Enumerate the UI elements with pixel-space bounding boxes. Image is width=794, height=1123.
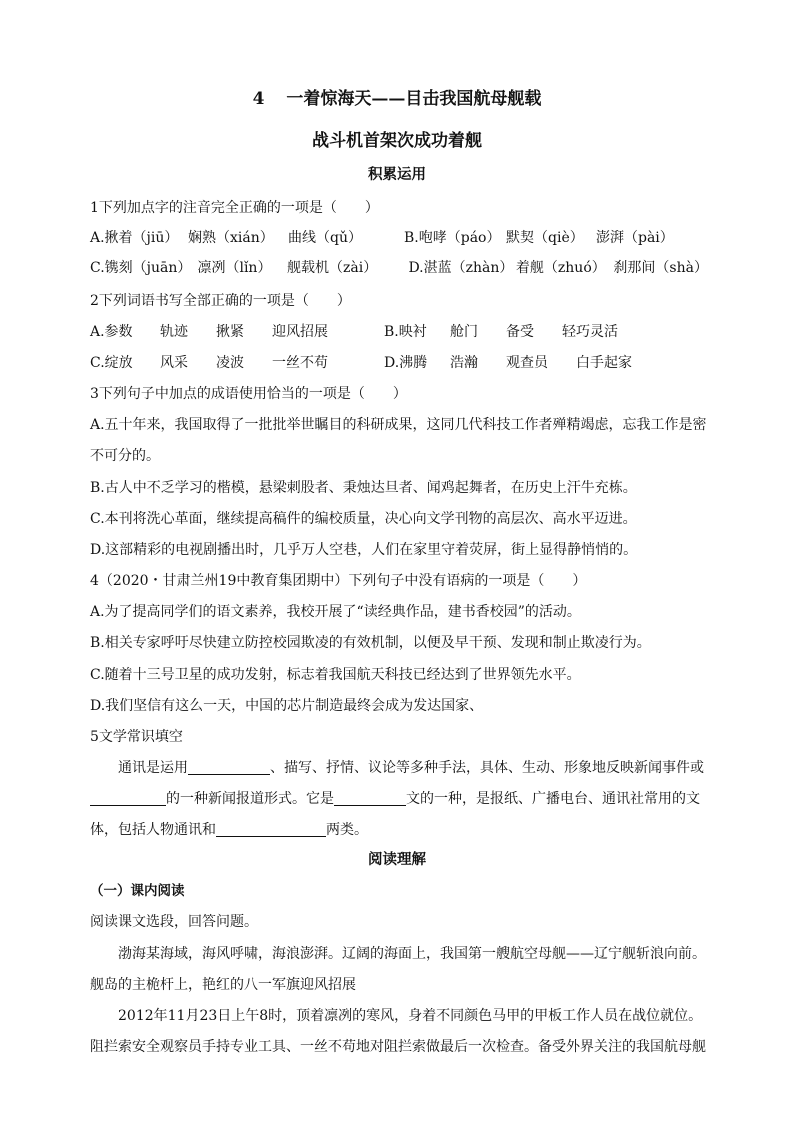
q4-option-a: A.为了提高同学们的语文素养，我校开展了“读经典作品，建书香校园”的活动。 — [90, 604, 581, 620]
q5-text-3: 的一种新闻报道形式。它是 — [166, 791, 334, 807]
q1-option-b-word-3: 澎湃（pài） — [596, 230, 674, 246]
q2-option-d-word-2: 浩瀚 — [450, 355, 478, 371]
q2-option-d-word-4: 白手起家 — [576, 355, 632, 371]
page-title — [0, 88, 794, 110]
q1-option-a-word-2: 娴熟（xián） — [188, 230, 274, 246]
q2-option-a-word-4: 迎风招展 — [272, 324, 328, 340]
q5-line-1 — [118, 758, 708, 778]
q5-blank-2[interactable] — [90, 790, 166, 806]
q5-blank-1[interactable] — [188, 759, 270, 775]
q1-option-a-word-3: 曲线（qǔ） — [288, 230, 362, 246]
q1-stem: 1下列加点字的注音完全正确的一项是（ ） — [90, 200, 379, 216]
q2-option-b-word-4: 轻巧灵活 — [562, 324, 618, 340]
q5-text-2: 、描写、抒情、议论等多种手法，具体、生动、形象地反映新闻事件或 — [270, 760, 704, 776]
section-heading-reading: 阅读理解 — [368, 851, 426, 868]
q5-text-5: 体，包括人物通讯和 — [90, 822, 216, 838]
reading-paragraph-2-line-1: 2012年11月23日上午8时，顶着凛冽的寒风，身着不同颜色马甲的甲板工作人员在战位就位。 — [118, 1008, 703, 1024]
q3-stem: 3下列句子中加点的成语使用恰当的一项是（ ） — [90, 386, 407, 402]
q2-option-d-word-3: 观查员 — [506, 355, 548, 371]
q1-options-row-1 — [90, 228, 708, 248]
q1-options-row-2 — [90, 258, 708, 278]
lesson-number: 4 — [252, 89, 265, 109]
q3-option-b: B.古人中不乏学习的楷模，悬梁刺股者、秉烛达旦者、闻鸡起舞者，在历史上汗牛充栋。 — [90, 480, 637, 496]
q2-option-a-word-2: 轨迹 — [160, 324, 188, 340]
q5-stem: 5文学常识填空 — [90, 729, 183, 745]
q5-blank-4[interactable] — [216, 821, 326, 837]
q5-text-1: 通讯是运用 — [118, 760, 188, 776]
q1-option-b: B.咆哮（páo） — [404, 230, 501, 246]
q2-option-b-word-2: 舱门 — [450, 324, 478, 340]
q2-option-c-word-4: 一丝不苟 — [272, 355, 328, 371]
q5-text-6: 两类。 — [326, 822, 368, 838]
q2-stem: 2下列词语书写全部正确的一项是（ ） — [90, 293, 351, 309]
q4-option-d: D.我们坚信有这么一天，中国的芯片制造最终会成为发达国家、 — [90, 698, 484, 714]
q3-option-d: D.这部精彩的电视剧播出时，几乎万人空巷，人们在家里守着荧屏，街上显得静悄悄的。 — [90, 542, 638, 558]
q2-options-row-2 — [90, 353, 708, 373]
q1-option-c-word-2: 凛冽（lǐn） — [197, 260, 272, 276]
q1-option-d: D.湛蓝（zhàn） — [408, 260, 514, 276]
q4-stem: 4（2020・甘肃兰州19中教育集团期中）下列句子中没有语病的一项是（ ） — [90, 573, 587, 589]
q2-option-c: C.绽放 — [90, 355, 133, 371]
q1-option-d-word-2: 着舰（zhuó） — [515, 260, 606, 276]
title-line-1: 一着惊海天——目击我国航母舰载 — [286, 89, 542, 109]
q3-option-a-line-1: A.五十年来，我国取得了一批批举世瞩目的科研成果，这同几代科技工作者殚精竭虑，忘我工作是密 — [90, 417, 707, 433]
q3-option-a-line-2: 不可分的。 — [90, 448, 160, 464]
title-line-2: 战斗机首架次成功着舰 — [312, 131, 482, 151]
q1-option-d-word-3: 刹那间（shà） — [613, 260, 708, 276]
q5-line-3 — [90, 820, 708, 840]
reading-instruction: 阅读课文选段，回答问题。 — [90, 914, 258, 930]
q5-line-2 — [90, 789, 708, 809]
q1-option-b-word-2: 默契（qiè） — [506, 230, 584, 246]
reading-paragraph-2-line-2: 阻拦索安全观察员手持专业工具、一丝不苟地对阻拦索做最后一次检查。备受外界关注的我国航母舰 — [90, 1039, 706, 1055]
q4-option-b: B.相关专家呼吁尽快建立防控校园欺凌的有效机制，以便及早干预、发现和制止欺凌行为。 — [90, 635, 651, 651]
q2-option-c-word-3: 凌波 — [216, 355, 244, 371]
q5-text-4: 文的一种，是报纸、广播电台、通讯社常用的文 — [406, 791, 700, 807]
reading-paragraph-1-line-2: 舰岛的主桅杆上，艳红的八一军旗迎风招展 — [90, 977, 356, 993]
q3-option-c: C.本刊将洗心革面，继续提高稿件的编校质量，决心向文学刊物的高层次、高水平迈进。 — [90, 511, 637, 527]
q2-option-c-word-2: 风采 — [160, 355, 188, 371]
q4-option-c: C.随着十三号卫星的成功发射，标志着我国航天科技已经达到了世界领先水平。 — [90, 667, 581, 683]
q2-option-a: A.参数 — [90, 324, 133, 340]
q2-options-row-1 — [90, 322, 708, 342]
q2-option-b-word-3: 备受 — [506, 324, 534, 340]
reading-subsection-title: （一）课内阅读 — [90, 883, 185, 899]
q1-option-a: A.揪着（jiū） — [90, 230, 179, 246]
reading-paragraph-1-line-1: 渤海某海域，海风呼啸，海浪澎湃。辽阔的海面上，我国第一艘航空母舰——辽宁舰斩浪向前。 — [118, 946, 706, 962]
q2-option-d: D.沸腾 — [384, 355, 428, 371]
q1-option-c-word-3: 舰载机（zài） — [287, 260, 378, 276]
q5-blank-3[interactable] — [334, 790, 406, 806]
q2-option-b: B.映衬 — [384, 324, 427, 340]
q1-option-c: C.镌刻（juān） — [90, 260, 192, 276]
section-heading-accumulate: 积累运用 — [368, 166, 426, 183]
q2-option-a-word-3: 揪紧 — [216, 324, 244, 340]
